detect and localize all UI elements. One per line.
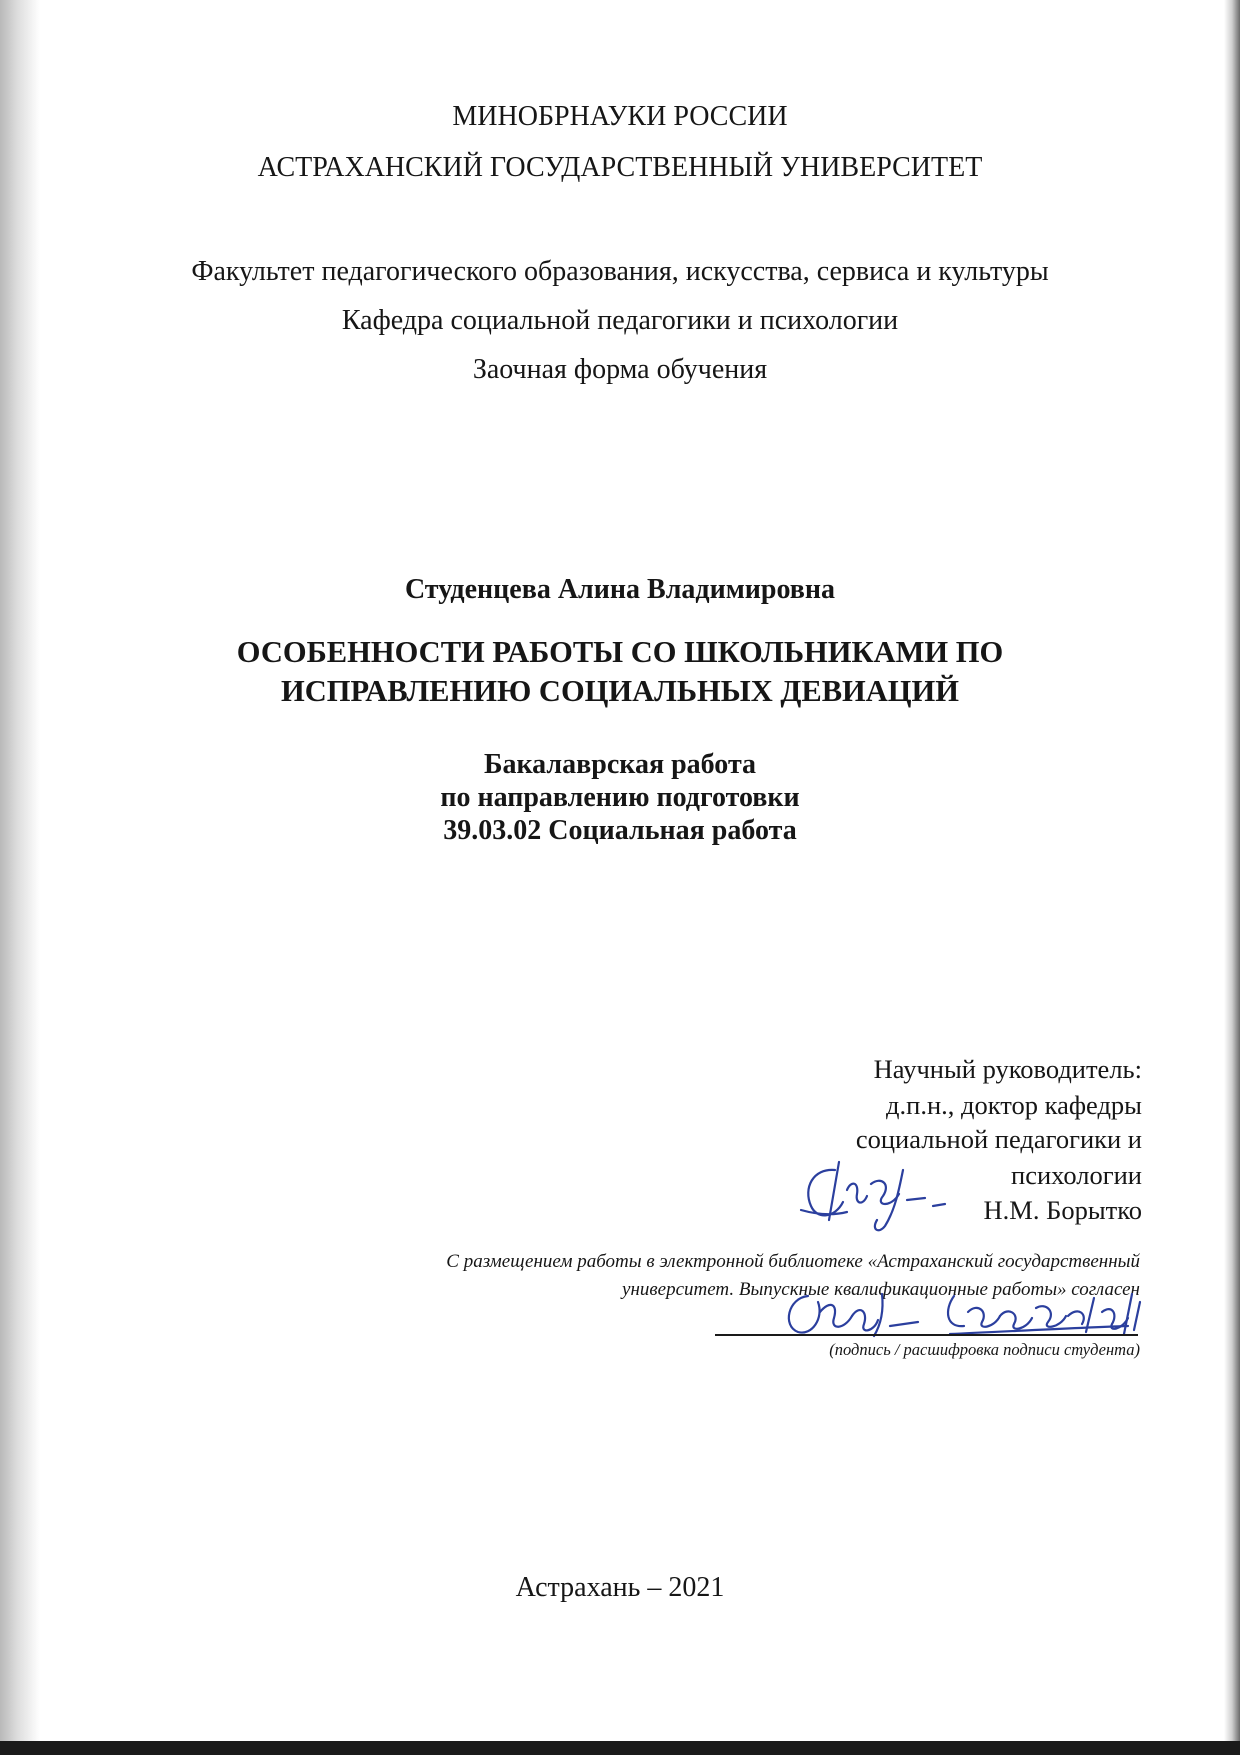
thesis-title-line-2: ИСПРАВЛЕНИЮ СОЦИАЛЬНЫХ ДЕВИАЦИЙ [281,674,959,708]
department-name: Кафедра социальной педагогики и психологии [341,305,899,336]
supervisor-name: Н.М. Борытко [983,1195,1142,1225]
consent-line-2: университет. Выпускные квалификационные работы» согласен [622,1279,1140,1300]
study-direction-code: 39.03.02 Социальная работа [443,815,797,846]
scan-bottom-edge [0,1741,1240,1755]
ministry-name: МИНОБРНАУКИ РОССИИ [452,101,788,132]
faculty-name: Факультет педагогического образования, искусства, сервиса и культуры [191,256,1049,287]
study-direction-label: по направлению подготовки [440,782,800,813]
supervisor-department-line-1: социальной педагогики и [855,1124,1142,1154]
consent-line-1: С размещением работы в электронной библиотеке «Астраханский государственный [446,1251,1140,1272]
signature-caption: (подпись / расшифровка подписи студента) [829,1340,1140,1359]
university-name: АСТРАХАНСКИЙ ГОСУДАРСТВЕННЫЙ УНИВЕРСИТЕТ [257,152,983,183]
supervisor-department-line-2: психологии [1011,1160,1142,1190]
city-year: Астрахань – 2021 [515,1572,725,1603]
study-form: Заочная форма обучения [472,354,768,385]
thesis-title-line-1: ОСОБЕННОСТИ РАБОТЫ СО ШКОЛЬНИКАМИ ПО [236,635,1004,669]
supervisor-degree: д.п.н., доктор кафедры [886,1090,1142,1120]
supervisor-signature [795,1140,975,1240]
supervisor-role: Научный руководитель: [873,1054,1142,1084]
author-name: Студенцева Алина Владимировна [404,574,836,605]
work-type: Бакалаврская работа [483,749,757,780]
